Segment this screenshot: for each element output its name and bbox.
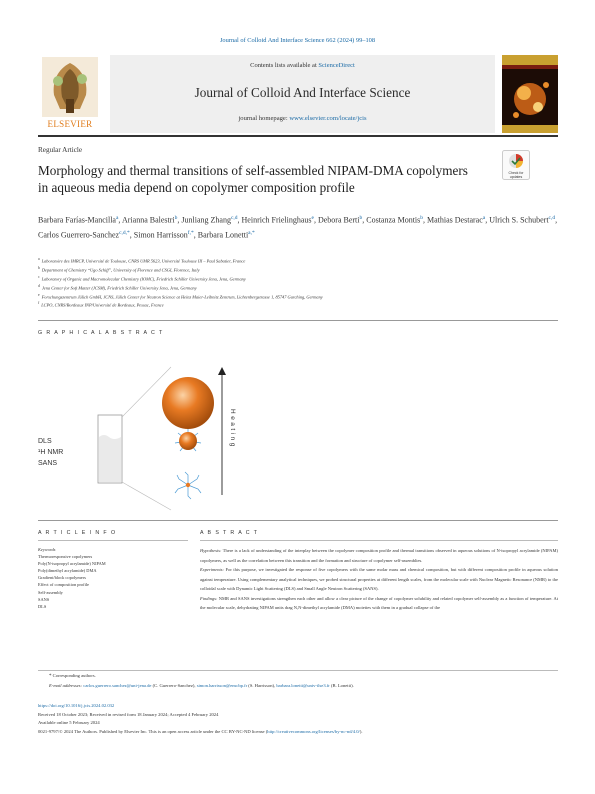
findings-label: Findings: bbox=[200, 595, 218, 601]
author-affiliation-marker[interactable]: b bbox=[359, 215, 363, 221]
article-title: Morphology and thermal transitions of self-assembled NIPAM-DMA copolymers in aqueous media depend on copolymer composition profile bbox=[38, 163, 468, 195]
email-link[interactable]: carlos.guerrero.sanchez@uni-jena.de bbox=[83, 682, 152, 688]
small-aggregate-sphere bbox=[179, 432, 197, 450]
abstract-heading: A B S T R A C T bbox=[200, 530, 259, 536]
affiliation-text: Forschungszentrum Jülich GmbH, JCNS, Jülich Center for Neutron Science at Heinz Maier-Leibnitz Zentrum, Lichtenbergstrasse 1, 85747 Garching, Germany bbox=[41, 293, 323, 299]
author-affiliation-marker[interactable]: a,* bbox=[248, 229, 255, 236]
affiliation-letter: c bbox=[38, 274, 40, 279]
received-dates: Received 18 October 2023; Received in revised form 18 January 2024; Accepted 4 February 2024 bbox=[38, 711, 219, 717]
heating-arrow-head bbox=[218, 367, 226, 375]
author-name[interactable]: Junliang Zhang bbox=[181, 215, 231, 225]
affiliation-list bbox=[38, 256, 558, 309]
keyword-item[interactable]: Poly(N-isopropyl acrylamide) NIPAM bbox=[38, 561, 106, 567]
copyright-line bbox=[38, 728, 558, 737]
copyright-end: ). bbox=[359, 728, 363, 734]
keyword-item[interactable]: Self-assembly bbox=[38, 589, 63, 595]
article-info-rule bbox=[38, 540, 188, 541]
author-name[interactable]: Carlos Guerrero-Sanchez bbox=[38, 230, 120, 240]
article-type: Regular Article bbox=[38, 146, 83, 154]
affiliation-letter: e bbox=[38, 292, 40, 297]
technique-label: ¹H NMR bbox=[38, 449, 64, 456]
heating-label: Heating bbox=[229, 409, 236, 449]
copyright-text: 0021-9797/© 2024 The Authors. Published by Elsevier Inc. This is an open access article under the CC BY-NC-ND license ( bbox=[38, 728, 268, 734]
affiliation-item bbox=[38, 292, 558, 301]
author-name[interactable]: Debora Berti bbox=[317, 215, 360, 225]
header-rule bbox=[38, 135, 558, 137]
hypothesis-text: There is a lack of understanding of the interplay between the copolymer composition profile and thermal transitions observed in aqueous solutions of N-isopropyl acrylamide (NIPAM) copolymers, as well as the correlation between this transition and the formation and structure of copolymer self-assemblies. bbox=[200, 548, 558, 563]
technique-label: DLS bbox=[38, 438, 52, 445]
homepage-link[interactable]: www.elsevier.com/locate/jcis bbox=[289, 115, 367, 122]
author-affiliation-marker[interactable]: a bbox=[482, 215, 486, 221]
affiliation-item bbox=[38, 300, 558, 309]
keyword-item[interactable]: Gradient/block copolymers bbox=[38, 575, 86, 581]
email-link[interactable]: simon.harrisson@enscbp.fr bbox=[196, 682, 248, 688]
affiliation-item bbox=[38, 256, 558, 265]
large-aggregate-sphere bbox=[162, 377, 214, 429]
cuvette-liquid bbox=[99, 435, 121, 482]
affiliation-item bbox=[38, 274, 558, 283]
author-affiliation-marker[interactable]: b bbox=[174, 215, 178, 221]
experiments-text: For this purpose, we investigated the response of five copolymers with the same molar mass and chemical composition, but with different composition profile in aqueous solution against temperature. Using complementary analytical techniques, we probed structural properties at different length scales, from the molecular scale with Nuclear Magnetic Resonance (NMR) to the colloidal scale with Dynamic Light Scattering (DLS) and Small Angle Neutron Scattering (SANS). bbox=[200, 567, 558, 591]
affiliation-text: Laboratory of Organic and Macromolecular Chemistry (IOMC), Friedrich Schiller University Jena, Jena, Germany bbox=[41, 276, 246, 282]
findings-text: NMR and SANS investigations strengthen each other and allow a clear picture of the change of copolymer solubility and related copolymer self-assembly as a function of temperature. At the molecular scale, dehydrating NIPAM units drag N,N-dimethyl acrylamide (DMA) moieties with them in a gradual collapse of the bbox=[200, 595, 559, 610]
sciencedirect-link[interactable]: ScienceDirect bbox=[318, 62, 355, 69]
check-for-updates-icon[interactable] bbox=[502, 150, 530, 180]
author-name[interactable]: Simon Harrisson bbox=[133, 230, 188, 240]
graphical-abstract-figure[interactable] bbox=[38, 345, 558, 520]
journal-cover-image[interactable] bbox=[502, 55, 558, 133]
hypothesis-label: Hypothesis: bbox=[200, 548, 222, 553]
affiliation-item bbox=[38, 265, 558, 274]
email-list bbox=[83, 683, 354, 688]
author-name[interactable]: Mathias Destarac bbox=[427, 215, 483, 225]
svg-text:updates: updates bbox=[509, 175, 523, 179]
zoom-line-bottom bbox=[122, 482, 171, 510]
journal-reference[interactable]: Journal of Colloid And Interface Science 662 (2024) 99–108 bbox=[219, 37, 376, 44]
footnote-rule bbox=[38, 670, 558, 671]
author-affiliation-marker[interactable]: a bbox=[115, 215, 119, 221]
available-online: Available online 5 February 2024 bbox=[38, 720, 100, 726]
graphical-abstract-heading: G R A P H I C A L A B S T R A C T bbox=[38, 330, 164, 336]
homepage-line bbox=[110, 115, 495, 122]
publication-info bbox=[38, 702, 558, 736]
author-name[interactable]: Barbara Farías-Mancilla bbox=[38, 215, 116, 225]
affiliation-text: Jena Center for Soft Matter (JCSM), Friedrich Schiller University Jena, Jena, Germany bbox=[41, 285, 197, 291]
author-affiliation-marker[interactable]: c,d bbox=[230, 215, 238, 221]
author-list: Barbara Farías-Mancilla$^a$, Arianna Balestri$^b$, Junliang Zhang$^{c,d}$, Heinrich Frielinghaus$^e$, Debora Berti$^b$, Costanza Montis$^b$, Mathias Destarac$^a$, Ulrich S. Schubert$^{c,d}$, Carlos Guerrero-Sanchez$^{c,d,*}$, Simon Harrisson$^{f,*}$, Barbara Lonetti$^{a,*}$ bbox=[38, 215, 558, 240]
keyword-item[interactable]: Thermoresponsive copolymers bbox=[38, 554, 93, 560]
keyword-item[interactable]: SANS bbox=[38, 596, 50, 602]
affiliation-item bbox=[38, 283, 558, 292]
keyword-list bbox=[38, 553, 188, 610]
keyword-item[interactable]: DLS bbox=[38, 603, 47, 609]
keywords-block bbox=[38, 546, 188, 610]
author-affiliation-marker[interactable]: b bbox=[420, 215, 423, 221]
author-name[interactable]: Heinrich Frielinghaus bbox=[241, 215, 312, 225]
affiliation-letter: b bbox=[38, 265, 40, 270]
keyword-item[interactable]: Poly(dimethyl acrylamide) DMA bbox=[38, 568, 97, 574]
license-link[interactable]: http://creativecommons.org/licenses/by-nc-nd/4.0/ bbox=[267, 728, 360, 734]
technique-label: SANS bbox=[38, 460, 58, 467]
author-name[interactable]: Costanza Montis bbox=[366, 215, 421, 225]
email-label: E-mail addresses: bbox=[49, 682, 83, 688]
author-affiliation-marker[interactable]: c,d bbox=[548, 215, 556, 221]
doi-link[interactable]: https://doi.org/10.1016/j.jcis.2024.02.032 bbox=[38, 703, 115, 708]
experiments-label: Experiments: bbox=[200, 567, 224, 572]
email-owner: (B. Lonetti). bbox=[329, 682, 354, 688]
article-info-heading: A R T I C L E I N F O bbox=[38, 530, 117, 536]
homepage-prefix: journal homepage: bbox=[238, 115, 290, 122]
email-owner: (S. Harrisson), bbox=[247, 682, 277, 688]
affiliation-letter: d bbox=[38, 283, 40, 288]
affiliation-text: LCPO, CNRS/Bordeaux INP/Université de Bordeaux, Pessac, France bbox=[41, 302, 164, 308]
author-affiliation-marker[interactable]: e bbox=[311, 215, 314, 221]
affiliation-letter: a bbox=[38, 257, 40, 261]
graphical-abstract-rule bbox=[38, 520, 558, 521]
affiliation-letter: f bbox=[38, 301, 40, 306]
email-owner: (C. Guerrero-Sanchez), bbox=[151, 682, 197, 688]
publisher-name: ELSEVIER bbox=[47, 119, 93, 129]
keywords-label: Keywords bbox=[38, 547, 56, 552]
author-affiliation-marker[interactable]: f,* bbox=[187, 229, 194, 236]
svg-text:Check for: Check for bbox=[508, 171, 524, 175]
author-name[interactable]: Barbara Lonetti bbox=[197, 230, 249, 240]
affiliation-text: Department of Chemistry “Ugo Schiff”, University of Florence and CSGI, Florence, Italy bbox=[41, 267, 200, 273]
author-affiliation-marker[interactable]: c,d,* bbox=[119, 229, 130, 236]
abstract-text bbox=[200, 546, 558, 613]
author-name[interactable]: Arianna Balestri bbox=[121, 215, 175, 225]
keyword-item[interactable]: Effect of composition profile bbox=[38, 582, 90, 588]
footnotes bbox=[38, 672, 558, 690]
contents-line bbox=[110, 62, 495, 69]
contents-prefix: Contents lists available at bbox=[250, 62, 319, 69]
asterisk-icon: * bbox=[49, 674, 52, 679]
affiliation-text: Laboratoire des IMRCP, Université de Toulouse, CNRS UMR 5623, Université Toulouse III – Paul Sabatier, France bbox=[41, 258, 246, 264]
unimer-core bbox=[186, 483, 190, 487]
email-link[interactable]: barbara.lonetti@univ-tlse3.fr bbox=[276, 682, 330, 688]
abstract-rule bbox=[200, 540, 558, 541]
affiliation-rule bbox=[38, 320, 558, 321]
journal-name: Journal of Colloid And Interface Science bbox=[194, 85, 411, 100]
corresponding-note: Corresponding authors. bbox=[52, 673, 96, 678]
author-name[interactable]: Ulrich S. Schubert bbox=[489, 215, 549, 225]
